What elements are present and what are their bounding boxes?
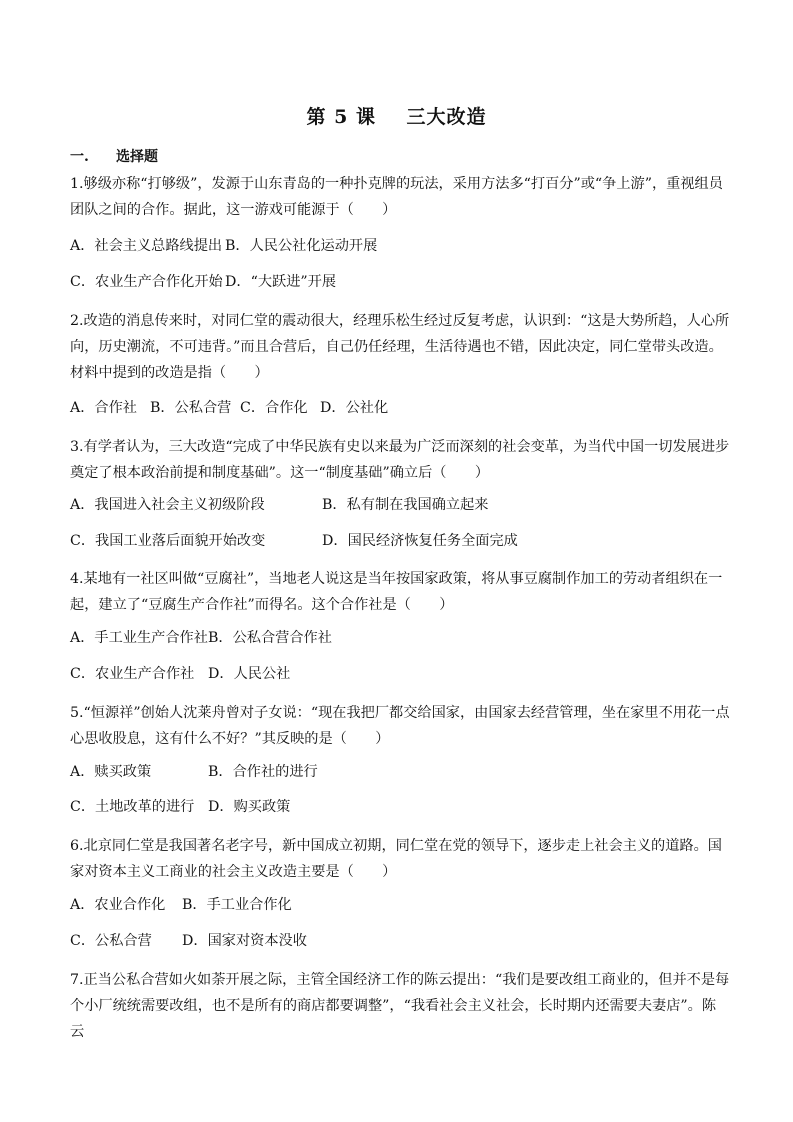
option: C．农业生产合作化开始 bbox=[70, 274, 223, 290]
question-stem: 3.有学者认为，三大改造“完成了中华民族有史以来最为广泛而深刻的社会变革，为当代中国一切发展进步奠定了根本政治前提和制度基础”。这一“制度基础”确立后（ ） bbox=[70, 439, 730, 481]
option: A．手工业生产合作社 bbox=[70, 630, 208, 646]
option: B．合作社的进行 bbox=[208, 764, 318, 780]
option: A．合作社 bbox=[70, 400, 137, 416]
option: A．社会主义总路线提出 bbox=[70, 238, 223, 254]
option: C．土地改革的进行 bbox=[70, 799, 195, 815]
question-stem: 2.改造的消息传来时，对同仁堂的震动很大，经理乐松生经过反复考虑，认识到：“这是大势所趋，人心所向，历史潮流，不可违背。”而且合营后，自己仍任经理，生活待遇也不错，因此决定，同仁堂带头改造。材料中提到的改造是指（ ） bbox=[70, 313, 730, 381]
option: D．国民经济恢复任务全面完成 bbox=[322, 533, 518, 549]
option-row bbox=[70, 272, 336, 292]
question-stem: 6.北京同仁堂是我国著名老字号，新中国成立初期，同仁堂在党的领导下，逐步走上社会主义的道路。国家对资本主义工商业的社会主义改造主要是（ ） bbox=[70, 838, 722, 880]
question-stem: 7.正当公私合营如火如荼开展之际，主管全国经济工作的陈云提出：“我们是要改组工商业的，但并不是每个小厂统统需要改组，也不是所有的商店都要调整”，“我看社会主义社会，长时期内还需要夫妻店”。陈云 bbox=[70, 972, 730, 1040]
option-row bbox=[70, 664, 290, 684]
option-row bbox=[70, 628, 332, 648]
option: D．购买政策 bbox=[208, 799, 291, 815]
option-row bbox=[70, 398, 388, 418]
page-title: 第 5 课 三大改造 bbox=[306, 106, 487, 128]
option: A．赎买政策 bbox=[70, 764, 152, 780]
option-row bbox=[70, 931, 307, 951]
option: C．公私合营 bbox=[70, 933, 152, 949]
option: C．农业生产合作社 bbox=[70, 666, 195, 682]
option: B．私有制在我国确立起来 bbox=[322, 497, 489, 513]
option: A．我国进入社会主义初级阶段 bbox=[70, 497, 265, 513]
section-number: 一. bbox=[70, 149, 89, 165]
option: A．农业合作化 bbox=[70, 897, 166, 913]
question-stem: 4.某地有一社区叫做“豆腐社”，当地老人说这是当年按国家政策，将从事豆腐制作加工的劳动者组织在一起，建立了“豆腐生产合作社”而得名。这个合作社是（ ） bbox=[70, 571, 723, 613]
option: C．合作化 bbox=[240, 400, 308, 416]
option-row bbox=[70, 797, 290, 817]
option-row bbox=[70, 895, 292, 915]
option: B．公私合营合作社 bbox=[208, 630, 332, 646]
option-row bbox=[70, 531, 518, 551]
option: B．手工业合作化 bbox=[182, 897, 292, 913]
option: D．“大跃进”开展 bbox=[225, 274, 337, 290]
section-label: 选择题 bbox=[116, 149, 158, 165]
option: C．我国工业落后面貌开始改变 bbox=[70, 533, 266, 549]
section-heading bbox=[70, 146, 158, 166]
question-stem: 5.“恒源祥”创始人沈莱舟曾对子女说：“现在我把厂都交给国家，由国家去经营管理，坐在家里不用花一点心思收股息，这有什么不好？”其反映的是（ ） bbox=[70, 705, 730, 747]
option: D．公社化 bbox=[320, 400, 389, 416]
option-row bbox=[70, 762, 318, 782]
option: D．人民公社 bbox=[208, 666, 291, 682]
option-row bbox=[70, 236, 377, 256]
option: D．国家对资本没收 bbox=[182, 933, 307, 949]
option: B．人民公社化运动开展 bbox=[225, 238, 378, 254]
option: B．公私合营 bbox=[150, 400, 232, 416]
question-stem: 1.够级亦称“打够级”，发源于山东青岛的一种扑克牌的玩法，采用方法多“打百分”或“争上游”，重视组员团队之间的合作。据此，这一游戏可能源于（ ） bbox=[70, 176, 723, 218]
option-row bbox=[70, 495, 489, 515]
